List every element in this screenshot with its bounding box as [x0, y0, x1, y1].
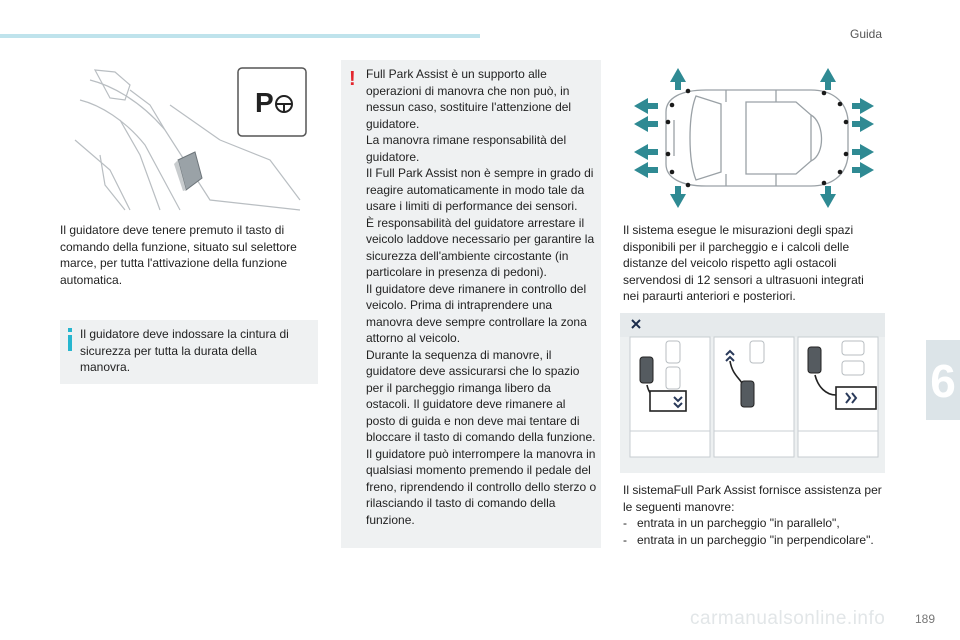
- sensors-paragraph: Il sistema esegue le misurazioni degli spazi disponibili per il parcheggio e i calcoli delle distanze del veicolo rispetto agli ostacoli servendosi di 12 sensori a ultrasuoni integrati nei paraurti anteriori e posteriori.: [623, 223, 864, 303]
- info-icon: [66, 328, 74, 350]
- warning-line: Il guidatore può interrompere la manovra in qualsiasi momento premendo il pedale del freno, riprendendo il controllo dello sterzo o rilasciando il tasto di comando della funzione.: [366, 446, 597, 527]
- manoeuvres-text: [623, 482, 893, 548]
- info-note-text: Il guidatore deve indossare la cintura di sicurezza per tutta la durata della manovra.: [80, 327, 289, 374]
- warning-line: Durante la sequenza di manovre, il guidatore deve assicurarsi che lo spazio per il parcheggio rimanga libero da ostacoli. Il guidatore deve rimanere al posto di guida e non deve mai tentare di bloccare il tasto di comando della funzione.: [366, 347, 596, 444]
- watermark: carmanualsonline.info: [690, 608, 886, 629]
- p-button-letter: P: [255, 87, 274, 118]
- instruction-paragraph: Il guidatore deve tenere premuto il tasto di comando della funzione, situato sul selettore marce, per tutta l'attivazione della funzione automatica.: [60, 223, 297, 287]
- warning-line: Il Full Park Assist non è sempre in grado di reagire automaticamente in modo tale da usare i limiti di performance dei sensori.: [366, 166, 594, 213]
- manoeuvres-intro: Il sistemaFull Park Assist fornisce assistenza per le seguenti manovre:: [623, 483, 882, 514]
- warning-box: [341, 60, 601, 548]
- gear-selector-illustration: [70, 60, 320, 215]
- chapter-tab: [926, 340, 960, 420]
- warning-line: È responsabilità del guidatore arrestare il veicolo laddove necessario per garantire la sicurezza dell'ambiente circostante (in particolare in presenza di pedoni).: [366, 215, 595, 279]
- warning-line: Il guidatore deve rimanere in controllo del veicolo. Prima di intraprendere una manovra deve sempre controllare la zona attorno al veicolo.: [366, 281, 587, 345]
- list-item: - entrata in un parcheggio "in parallelo",: [623, 516, 840, 530]
- manoeuvre-panels: [620, 313, 885, 473]
- car-sensor-diagram: [626, 60, 882, 216]
- chapter-number: 6: [930, 355, 956, 407]
- list-item: - entrata in un parcheggio "in perpendicolare".: [623, 532, 874, 547]
- page-number: 189: [915, 612, 936, 626]
- header-accent-bar: [0, 34, 480, 38]
- section-title: Guida: [850, 27, 883, 41]
- warning-line: La manovra rimane responsabilità del guidatore.: [366, 133, 567, 164]
- info-note-box: [60, 320, 318, 384]
- park-assist-screen: [620, 313, 885, 473]
- warning-line: Full Park Assist è un supporto alle operazioni di manovra che non può, in nessun caso, sostituire l'attenzione del guidatore.: [366, 67, 572, 131]
- warning-text: [366, 66, 598, 528]
- exclamation-icon: !: [349, 68, 356, 90]
